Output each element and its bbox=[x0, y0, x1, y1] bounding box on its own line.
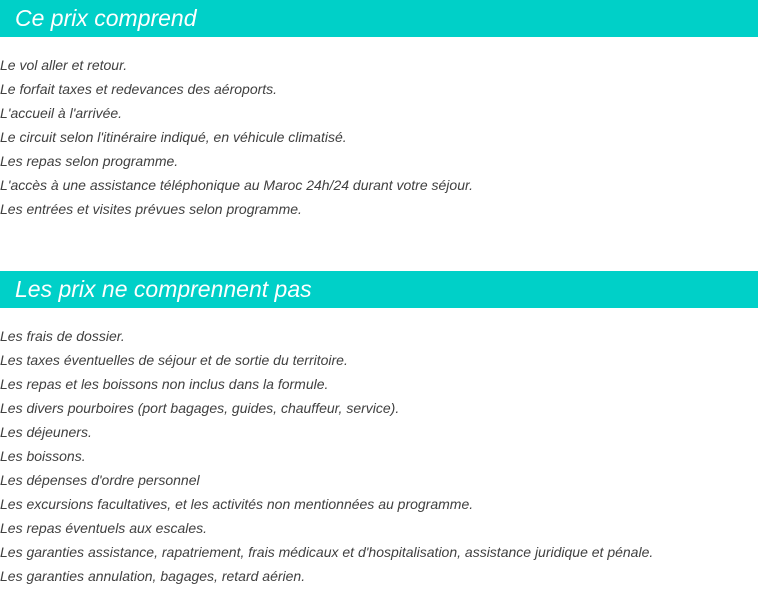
excluded-item: Les garanties assistance, rapatriement, frais médicaux et d'hospitalisation, assistance juridique et pénale. bbox=[0, 544, 654, 560]
excluded-item: Les divers pourboires (port bagages, guides, chauffeur, service). bbox=[0, 400, 400, 416]
excluded-item: Les frais de dossier. bbox=[0, 328, 125, 344]
included-item: Le circuit selon l'itinéraire indiqué, en véhicule climatisé. bbox=[0, 129, 347, 145]
excluded-item: Les déjeuners. bbox=[0, 424, 92, 440]
included-section-header bbox=[0, 0, 758, 37]
included-item: Le forfait taxes et redevances des aéroports. bbox=[0, 81, 278, 97]
included-item: Le vol aller et retour. bbox=[0, 57, 128, 73]
excluded-item: Les repas et les boissons non inclus dans la formule. bbox=[0, 376, 329, 392]
excluded-item: Les boissons. bbox=[0, 448, 86, 464]
excluded-item: Les repas éventuels aux escales. bbox=[0, 520, 208, 536]
included-section-title: Ce prix comprend bbox=[15, 5, 197, 31]
included-item: L'accès à une assistance téléphonique au Maroc 24h/24 durant votre séjour. bbox=[0, 177, 474, 193]
excluded-item: Les taxes éventuelles de séjour et de sortie du territoire. bbox=[0, 352, 348, 368]
excluded-item: Les dépenses d'ordre personnel bbox=[0, 472, 200, 488]
excluded-items-list bbox=[0, 324, 653, 588]
excluded-item: Les excursions facultatives, et les activités non mentionnées au programme. bbox=[0, 496, 474, 512]
excluded-section-header bbox=[0, 271, 758, 308]
excluded-section-title: Les prix ne comprennent pas bbox=[15, 276, 312, 302]
included-item: Les repas selon programme. bbox=[0, 153, 179, 169]
included-items-list bbox=[0, 53, 473, 221]
excluded-item: Les garanties annulation, bagages, retard aérien. bbox=[0, 568, 306, 584]
included-item: L'accueil à l'arrivée. bbox=[0, 105, 123, 121]
included-item: Les entrées et visites prévues selon programme. bbox=[0, 201, 302, 217]
